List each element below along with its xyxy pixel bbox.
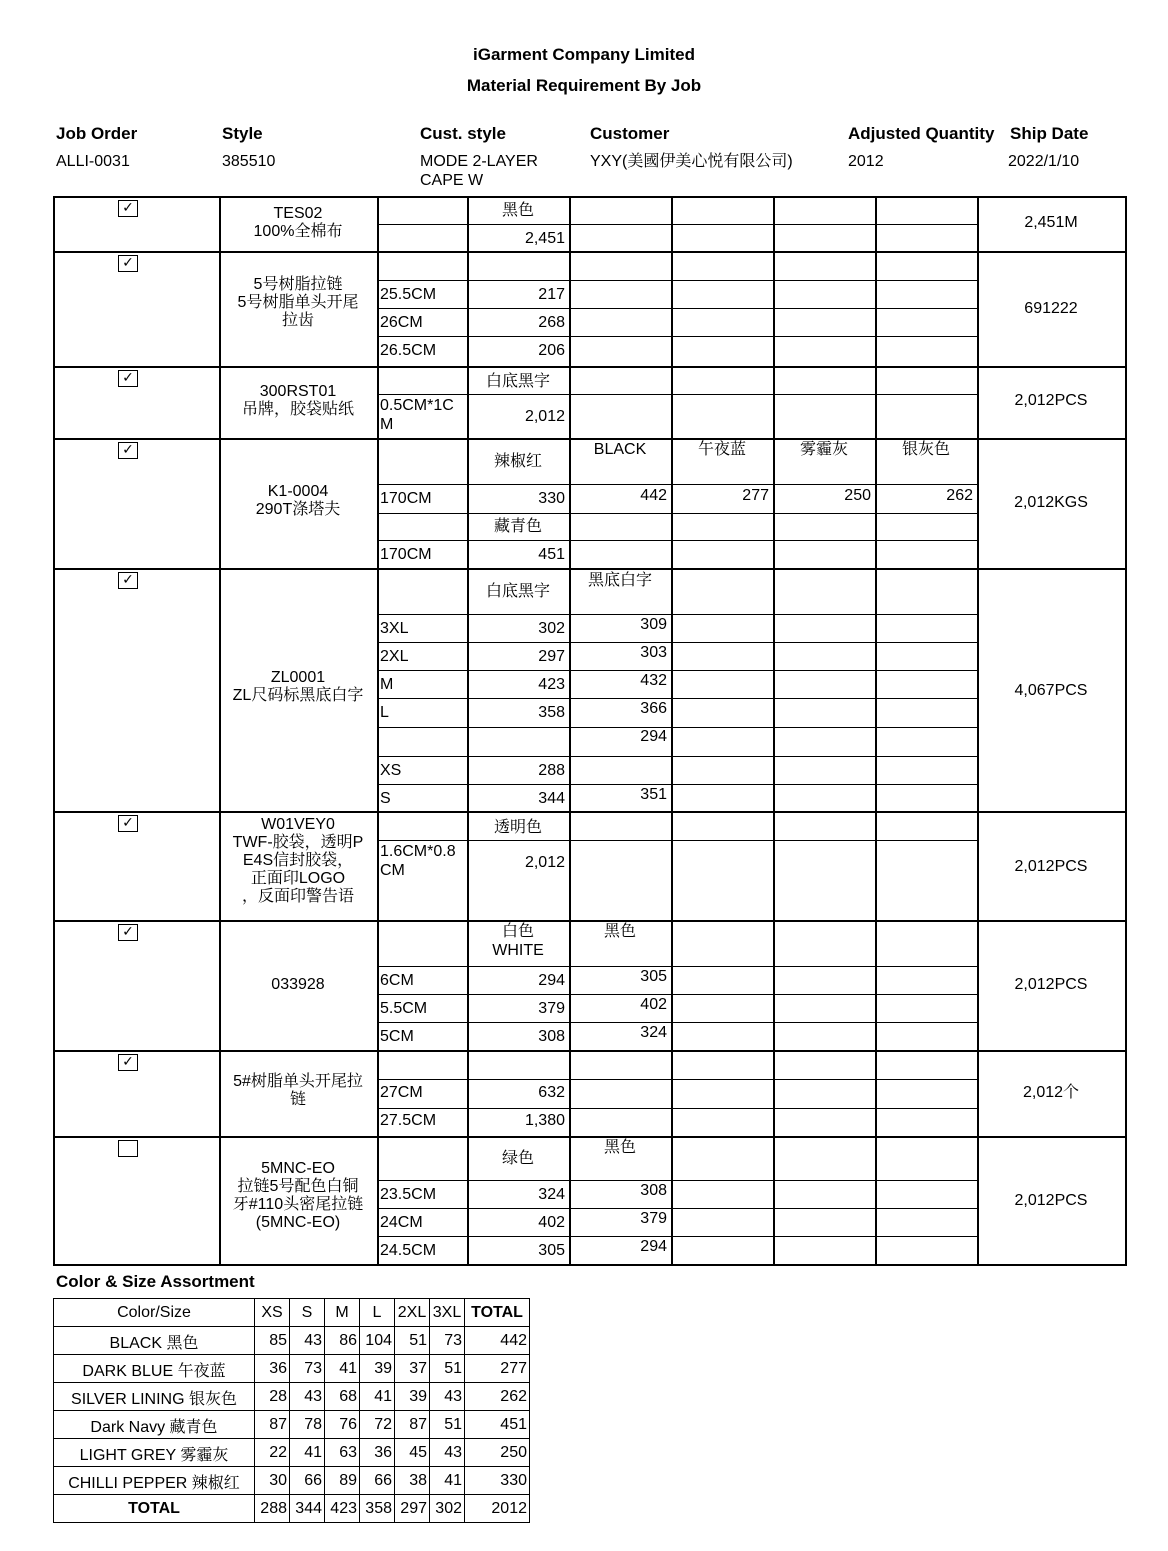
row-total: 451 [465, 1411, 530, 1439]
block-divider [53, 251, 1127, 253]
header-3xl: 3XL [430, 1299, 465, 1327]
column-divider [773, 196, 775, 1266]
material-total: 2,451M [1024, 214, 1078, 231]
qty-cell: 73 [290, 1355, 325, 1383]
table-row [54, 1467, 530, 1495]
total-cell: 288 [255, 1495, 290, 1523]
material-description: ZL0001 ZL尺码标黑底白字 [232, 669, 364, 704]
qty-cell: 85 [255, 1327, 290, 1355]
row-divider [377, 1208, 977, 1209]
qty-cell: 89 [325, 1467, 360, 1495]
qty-cell: 402 [640, 996, 667, 1013]
material-total: 2,012PCS [1014, 858, 1088, 875]
material-checkbox[interactable]: ✓ [118, 200, 138, 217]
color-cell: 白底黑字 [485, 583, 550, 600]
qty-cell: 308 [640, 1182, 667, 1199]
size-cell: 2XL [380, 648, 409, 665]
material-checkbox[interactable]: ✓ [118, 1054, 138, 1071]
column-divider [53, 196, 55, 1266]
header-color-size: Color/Size [54, 1299, 255, 1327]
style-label: Style [222, 124, 263, 143]
qty-cell: 43 [290, 1327, 325, 1355]
qty-cell: 43 [290, 1383, 325, 1411]
job-order-label: Job Order [56, 124, 138, 143]
total-cell: 358 [360, 1495, 395, 1523]
color-cell: 辣椒红 [493, 453, 542, 470]
block-divider [53, 196, 1127, 198]
assortment-header-row [54, 1299, 530, 1327]
table-row [54, 1383, 530, 1411]
qty-cell: 379 [640, 1210, 667, 1227]
qty-cell: 78 [290, 1411, 325, 1439]
column-divider [671, 196, 673, 1266]
qty-cell: 277 [742, 487, 769, 504]
qty-cell: 66 [360, 1467, 395, 1495]
qty-cell: 22 [255, 1439, 290, 1467]
material-checkbox[interactable] [118, 1140, 138, 1157]
qty-cell: 51 [430, 1355, 465, 1383]
material-description: K1-0004 290T涤塔夫 [255, 483, 341, 518]
material-description: W01VEY0 TWF-胶袋，透明P E4S信封胶袋， 正面印LOGO ，反面印警告语 [232, 816, 364, 905]
qty-cell: 423 [538, 676, 565, 693]
ship-date-label: Ship Date [1010, 124, 1089, 143]
qty-cell: 41 [290, 1439, 325, 1467]
qty-cell: 324 [640, 1024, 667, 1041]
material-total: 2,012个 [1022, 1084, 1080, 1101]
size-cell: 5CM [380, 1028, 414, 1045]
color-cell: WHITE [492, 942, 544, 959]
color-cell: 白色 [501, 923, 534, 940]
size-cell: 0.5CM*1C [380, 397, 454, 414]
row-divider [377, 966, 977, 967]
color-name: SILVER LINING 银灰色 [54, 1383, 255, 1411]
size-cell: XS [380, 762, 402, 779]
size-cell: CM [380, 862, 405, 879]
qty-cell: 104 [360, 1327, 395, 1355]
row-divider [377, 840, 977, 841]
qty-cell: 2,012 [524, 854, 565, 871]
row-divider [377, 540, 977, 541]
block-divider [53, 1136, 1127, 1138]
qty-cell: 30 [255, 1467, 290, 1495]
size-cell: 26CM [380, 314, 423, 331]
material-checkbox[interactable]: ✓ [118, 255, 138, 272]
qty-cell: 324 [538, 1186, 565, 1203]
row-divider [377, 308, 977, 309]
header-total: TOTAL [465, 1299, 530, 1327]
cust-style-value-2: CAPE W [420, 172, 484, 189]
row-total: 262 [465, 1383, 530, 1411]
qty-cell: 2,012 [524, 408, 565, 425]
qty-cell: 66 [290, 1467, 325, 1495]
column-divider [1125, 196, 1127, 1266]
qty-cell: 303 [640, 644, 667, 661]
qty-cell: 309 [640, 616, 667, 633]
material-checkbox[interactable]: ✓ [118, 572, 138, 589]
qty-cell: 38 [395, 1467, 430, 1495]
total-cell: 302 [430, 1495, 465, 1523]
total-cell: 344 [290, 1495, 325, 1523]
qty-cell: 632 [538, 1084, 565, 1101]
qty-cell: 294 [640, 728, 667, 745]
row-divider [377, 280, 977, 281]
assortment-title: Color & Size Assortment [56, 1272, 255, 1291]
header-xs: XS [255, 1299, 290, 1327]
qty-cell: 294 [640, 1238, 667, 1255]
color-cell: 黑底白字 [587, 572, 652, 589]
block-divider [53, 438, 1127, 440]
qty-cell: 308 [538, 1028, 565, 1045]
material-description: 5号树脂拉链 5号树脂单头开尾 拉齿 [237, 276, 359, 329]
row-divider [377, 1180, 977, 1181]
size-cell: M [380, 676, 394, 693]
row-divider [377, 784, 977, 785]
material-checkbox[interactable]: ✓ [118, 815, 138, 832]
color-name: DARK BLUE 午夜蓝 [54, 1355, 255, 1383]
qty-cell: 268 [538, 314, 565, 331]
header-m: M [325, 1299, 360, 1327]
qty-cell: 330 [538, 490, 565, 507]
qty-cell: 1,380 [524, 1112, 565, 1129]
qty-cell: 43 [430, 1439, 465, 1467]
size-cell: 24.5CM [380, 1242, 437, 1259]
color-name: LIGHT GREY 雾霾灰 [54, 1439, 255, 1467]
color-cell: 黑色 [603, 923, 636, 940]
table-row [54, 1439, 530, 1467]
qty-cell: 217 [538, 286, 565, 303]
qty-cell: 351 [640, 786, 667, 803]
qty-cell: 63 [325, 1439, 360, 1467]
qty-cell: 262 [946, 487, 973, 504]
assortment-table [53, 1298, 530, 1523]
block-divider [53, 811, 1127, 813]
color-cell: 透明色 [493, 819, 542, 836]
adjusted-quantity-label: Adjusted Quantity [848, 124, 995, 143]
row-divider [377, 1236, 977, 1237]
qty-cell: 41 [430, 1467, 465, 1495]
company-name: iGarment Company Limited [473, 45, 695, 64]
color-cell: 午夜蓝 [697, 441, 746, 458]
qty-cell: 297 [538, 648, 565, 665]
size-cell: 27CM [380, 1084, 423, 1101]
block-divider [53, 1050, 1127, 1052]
size-cell: 170CM [380, 490, 432, 507]
row-divider [377, 224, 977, 225]
grand-total: 2012 [465, 1495, 530, 1523]
qty-cell: 379 [538, 1000, 565, 1017]
color-cell: 雾霾灰 [799, 441, 848, 458]
qty-cell: 344 [538, 790, 565, 807]
size-cell: 25.5CM [380, 286, 437, 303]
material-total: 2,012PCS [1014, 1192, 1088, 1209]
qty-cell: 28 [255, 1383, 290, 1411]
qty-cell: 37 [395, 1355, 430, 1383]
material-description: 5MNC-EO 拉链5号配色白铜 牙#110头密尾拉链 (5MNC-EO) [232, 1160, 364, 1231]
qty-cell: 41 [360, 1383, 395, 1411]
total-cell: 297 [395, 1495, 430, 1523]
column-divider [377, 196, 379, 1266]
color-cell: BLACK [593, 441, 647, 458]
row-divider [377, 698, 977, 699]
material-description: TES02 100%全棉布 [253, 205, 343, 240]
table-row [54, 1355, 530, 1383]
size-cell: 1.6CM*0.8 [380, 843, 456, 860]
material-total: 2,012PCS [1014, 976, 1088, 993]
qty-cell: 36 [255, 1355, 290, 1383]
material-description: 033928 [271, 976, 325, 993]
job-order-value: ALLI-0031 [56, 153, 130, 170]
qty-cell: 68 [325, 1383, 360, 1411]
cust-style-label: Cust. style [420, 124, 506, 143]
qty-cell: 41 [325, 1355, 360, 1383]
header-s: S [290, 1299, 325, 1327]
qty-cell: 39 [395, 1383, 430, 1411]
qty-cell: 206 [538, 342, 565, 359]
cust-style-value-1: MODE 2-LAYER [420, 153, 538, 170]
header-l: L [360, 1299, 395, 1327]
row-divider [377, 1079, 977, 1080]
material-total: 691222 [1024, 300, 1078, 317]
row-total: 330 [465, 1467, 530, 1495]
block-divider [53, 568, 1127, 570]
size-cell: L [380, 704, 389, 721]
size-cell: 6CM [380, 972, 414, 989]
row-divider [377, 336, 977, 337]
row-divider [377, 614, 977, 615]
row-divider [377, 994, 977, 995]
table-row [54, 1411, 530, 1439]
assortment-total-row [54, 1495, 530, 1523]
color-cell: 白底黑字 [485, 373, 550, 390]
row-divider [377, 513, 977, 514]
row-divider [377, 727, 977, 728]
qty-cell: 451 [538, 546, 565, 563]
color-name: CHILLI PEPPER 辣椒红 [54, 1467, 255, 1495]
color-cell: 绿色 [501, 1150, 534, 1167]
column-divider [977, 196, 979, 1266]
row-total: 277 [465, 1355, 530, 1383]
qty-cell: 51 [395, 1327, 430, 1355]
row-divider [377, 394, 977, 395]
qty-cell: 86 [325, 1327, 360, 1355]
qty-cell: 73 [430, 1327, 465, 1355]
style-value: 385510 [222, 153, 276, 170]
qty-cell: 402 [538, 1214, 565, 1231]
row-divider [377, 642, 977, 643]
column-divider [875, 196, 877, 1266]
material-checkbox[interactable]: ✓ [118, 370, 138, 387]
color-cell: 藏青色 [493, 518, 542, 535]
color-cell: 银灰色 [901, 441, 950, 458]
qty-cell: 76 [325, 1411, 360, 1439]
qty-cell: 302 [538, 620, 565, 637]
material-checkbox[interactable]: ✓ [118, 442, 138, 459]
material-description: 5#树脂单头开尾拉 链 [233, 1073, 363, 1108]
color-name: BLACK 黑色 [54, 1327, 255, 1355]
size-cell: 3XL [380, 620, 409, 637]
color-name: Dark Navy 藏青色 [54, 1411, 255, 1439]
qty-cell: 305 [640, 968, 667, 985]
qty-cell: 87 [395, 1411, 430, 1439]
qty-cell: 305 [538, 1242, 565, 1259]
qty-cell: 366 [640, 700, 667, 717]
qty-cell: 72 [360, 1411, 395, 1439]
size-cell: 26.5CM [380, 342, 437, 359]
qty-cell: 87 [255, 1411, 290, 1439]
color-cell: 黑色 [501, 202, 534, 219]
header-2xl: 2XL [395, 1299, 430, 1327]
row-divider [377, 1108, 977, 1109]
size-cell: 5.5CM [380, 1000, 428, 1017]
total-label: TOTAL [54, 1495, 255, 1523]
size-cell: 24CM [380, 1214, 423, 1231]
block-divider [53, 1264, 1127, 1266]
size-cell: 23.5CM [380, 1186, 437, 1203]
qty-cell: 36 [360, 1439, 395, 1467]
ship-date-value: 2022/1/10 [1008, 153, 1080, 170]
size-cell: 170CM [380, 546, 432, 563]
adjusted-quantity-value: 2012 [848, 153, 884, 170]
qty-cell: 442 [640, 487, 667, 504]
size-cell: M [380, 416, 394, 433]
row-divider [377, 484, 977, 485]
total-cell: 423 [325, 1495, 360, 1523]
qty-cell: 2,451 [524, 230, 565, 247]
qty-cell: 288 [538, 762, 565, 779]
qty-cell: 43 [430, 1383, 465, 1411]
row-divider [377, 670, 977, 671]
size-cell: 27.5CM [380, 1112, 437, 1129]
row-total: 442 [465, 1327, 530, 1355]
material-total: 2,012KGS [1014, 494, 1088, 511]
table-row [54, 1327, 530, 1355]
material-checkbox[interactable]: ✓ [118, 924, 138, 941]
color-cell: 黑色 [603, 1139, 636, 1156]
customer-label: Customer [590, 124, 670, 143]
block-divider [53, 366, 1127, 368]
block-divider [53, 920, 1127, 922]
material-total: 2,012PCS [1014, 392, 1088, 409]
row-divider [377, 1022, 977, 1023]
qty-cell: 432 [640, 672, 667, 689]
qty-cell: 294 [538, 972, 565, 989]
size-cell: S [380, 790, 391, 807]
qty-cell: 358 [538, 704, 565, 721]
row-total: 250 [465, 1439, 530, 1467]
qty-cell: 250 [844, 487, 871, 504]
report-title: Material Requirement By Job [466, 76, 702, 95]
material-total: 4,067PCS [1014, 682, 1088, 699]
material-description: 300RST01 吊牌，胶袋贴纸 [241, 383, 354, 418]
qty-cell: 39 [360, 1355, 395, 1383]
qty-cell: 45 [395, 1439, 430, 1467]
qty-cell: 51 [430, 1411, 465, 1439]
customer-value: YXY(美國伊美心悦有限公司) [590, 153, 793, 170]
row-divider [377, 756, 977, 757]
